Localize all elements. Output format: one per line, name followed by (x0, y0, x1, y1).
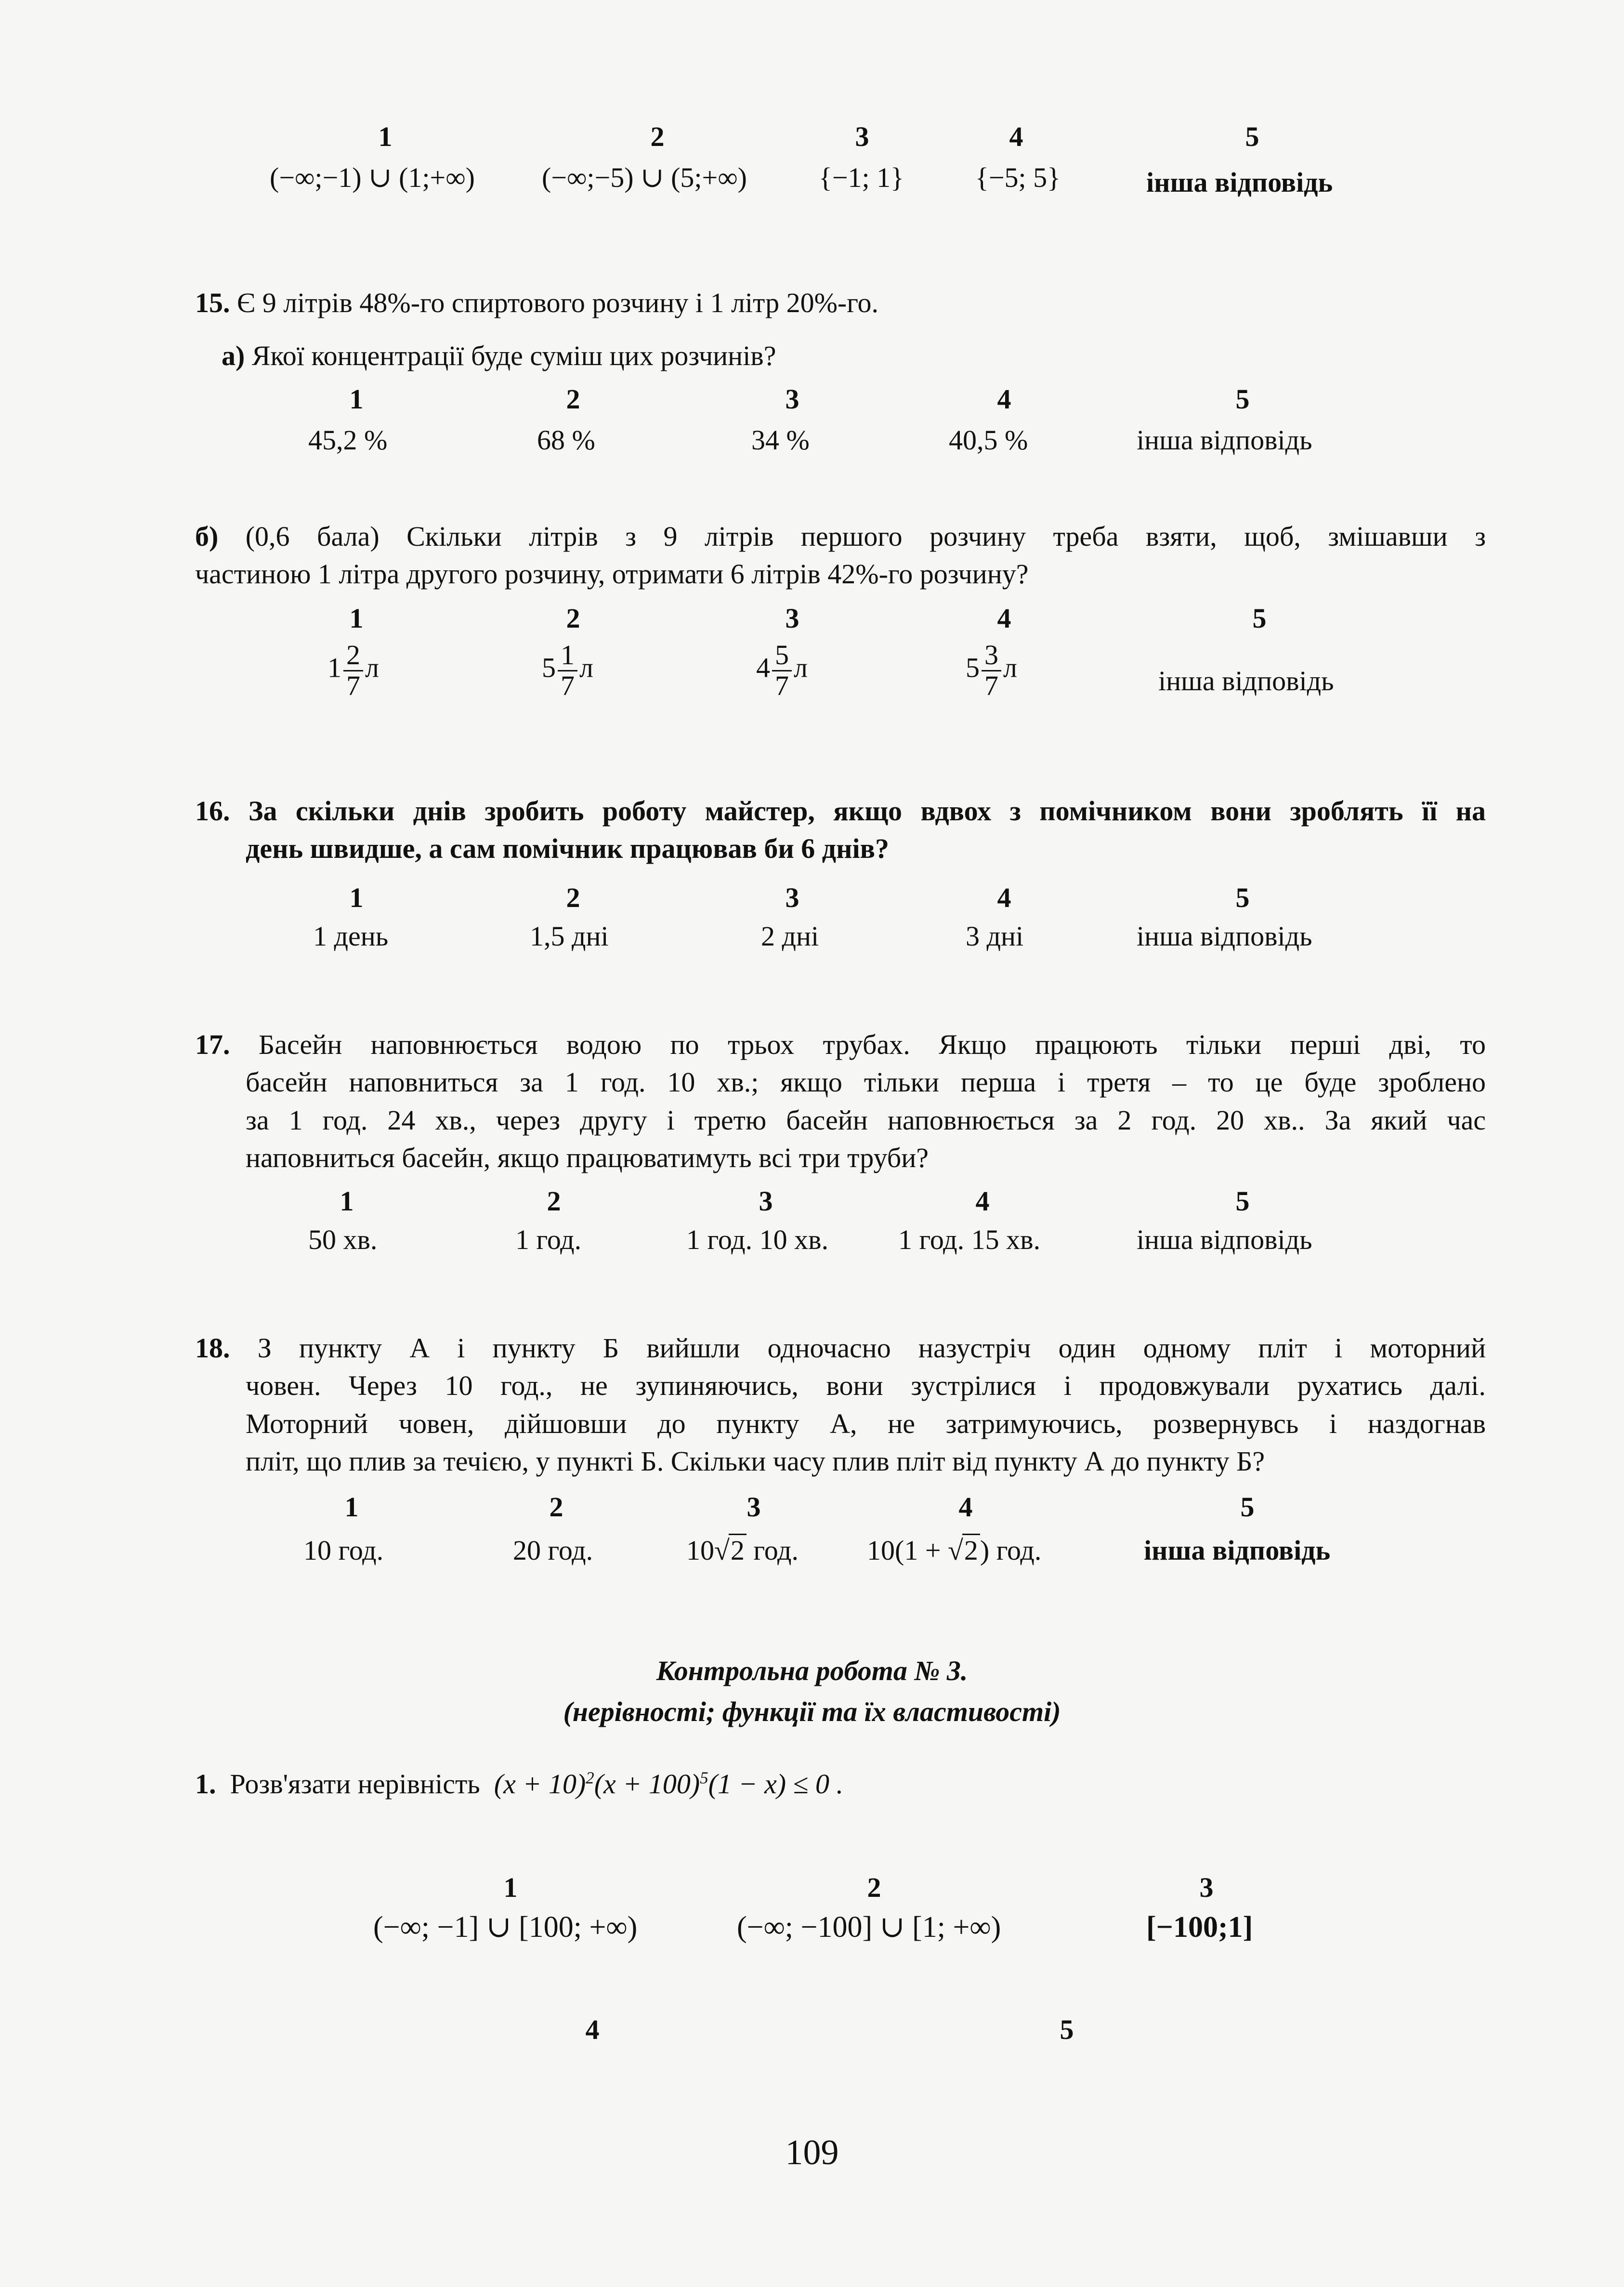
fraction (772, 641, 792, 701)
subquestion-b (195, 518, 1486, 593)
answer-option: 1 день (313, 920, 389, 952)
answer-option-mixed-fraction (327, 641, 379, 701)
answer-number: 5 (1235, 882, 1250, 913)
question-text-line2: басейн наповниться за 1 год. 10 хв.; якщо тільки перша і третя – то це буде зроблено (246, 1066, 1486, 1098)
subquestion-a (222, 337, 776, 375)
answer-number: 5 (1060, 2014, 1074, 2045)
radical-coefficient: 10 (686, 1535, 714, 1566)
formula-factor: (x + 100) (594, 1768, 700, 1800)
question-text-line2: човен. Через 10 год., не зупиняючись, вони зустрілися і продовжували рухатись далі. (246, 1370, 1486, 1402)
radicand: 2 (729, 1534, 747, 1566)
answer-number: 2 (549, 1491, 563, 1523)
answer-number: 3 (1199, 1872, 1214, 1903)
answer-number: 2 (867, 1872, 881, 1903)
question-number: 18. (195, 1332, 230, 1364)
question-statement: Є 9 літрів 48%-го спиртового розчину і 1 літр 20%-го. (237, 287, 879, 318)
question-text-line1: Басейн наповнюється водою по трьох трубах. Якщо працюють тільки перші дві, то (258, 1029, 1486, 1060)
fraction-numerator: 5 (772, 641, 792, 671)
answer-option: 3 дні (966, 920, 1024, 952)
fraction-numerator: 3 (982, 641, 1001, 671)
question-number: 17. (195, 1029, 230, 1060)
subquestion-text-line1: (0,6 бала) Скільки літрів з 9 літрів першого розчину треба взяти, щоб, змішавши з (245, 521, 1486, 552)
fraction-numerator: 2 (343, 641, 363, 671)
formula-exponent: 5 (700, 1768, 708, 1788)
fraction (982, 641, 1001, 701)
answer-number: 2 (566, 603, 580, 634)
fraction-whole: 4 (756, 652, 770, 683)
task-statement: Розв'язати нерівність (230, 1768, 480, 1800)
question-text (195, 1329, 1486, 1480)
inequality-formula (494, 1768, 843, 1800)
question-text-line4: наповниться басейн, якщо працюватимуть всі три труби? (246, 1142, 929, 1173)
answer-option-radical: 10(1 + √2) год. (867, 1535, 1042, 1566)
answer-number: 3 (785, 603, 799, 634)
answer-number: 4 (585, 2014, 600, 2045)
answer-option: 20 год. (513, 1535, 593, 1566)
answer-number: 5 (1240, 1491, 1255, 1523)
fraction (558, 641, 577, 701)
answer-number: 4 (997, 383, 1011, 415)
answer-number: 3 (855, 121, 869, 152)
answer-number: 5 (1245, 121, 1259, 152)
fraction-whole: 5 (542, 652, 556, 683)
answer-number: 2 (547, 1185, 561, 1217)
unit: л (1003, 652, 1017, 683)
answer-option: {−1; 1} (819, 162, 904, 193)
answer-number: 4 (997, 882, 1011, 913)
answer-number: 1 (340, 1185, 354, 1217)
answer-number: 3 (785, 383, 799, 415)
answer-number: 5 (1235, 383, 1250, 415)
answer-option: (−∞;−1) ∪ (1;+∞) (270, 162, 475, 193)
subquestion-text-line2: частиною 1 літра другого розчину, отримати 6 літрів 42%-го розчину? (195, 558, 1029, 590)
task-text (195, 1765, 843, 1803)
unit: год. (753, 1535, 799, 1566)
answer-number: 1 (349, 882, 364, 913)
question-text-line3: за 1 год. 24 хв., через другу і третю басейн наповнюється за 2 год. 20 хв.. За який час (246, 1104, 1486, 1136)
answer-number: 5 (1252, 603, 1267, 634)
question-text-line1: За скільки днів зробить роботу майстер, якщо вдвох з помічником вони зроблять її на (248, 795, 1486, 827)
question-text-line3: Моторний човен, дійшовши до пункту А, не затримуючись, розвернувсь і наздогнав (246, 1407, 1486, 1439)
answer-option: 1,5 дні (530, 920, 609, 952)
answer-option: інша відповідь (1146, 167, 1333, 198)
unit: л (365, 652, 379, 683)
radical-suffix: ) год. (980, 1535, 1042, 1566)
section-title: Контрольна робота № 3. (656, 1655, 968, 1686)
answer-number: 3 (759, 1185, 773, 1217)
answer-number: 4 (997, 603, 1011, 634)
task-number: 1. (195, 1768, 216, 1800)
answer-option: інша відповідь (1158, 665, 1334, 697)
answer-number: 2 (650, 121, 665, 152)
answer-option: інша відповідь (1137, 424, 1312, 456)
radical-prefix: 10(1 + (867, 1535, 948, 1566)
answer-option: {−5; 5} (975, 162, 1061, 193)
question-text-line2: день швидше, а сам помічник працював би 6 днів? (246, 833, 889, 865)
answer-number: 5 (1235, 1185, 1250, 1217)
answer-option-radical: 10√2 год. (686, 1535, 799, 1566)
answer-number: 3 (785, 882, 799, 913)
answer-option: 1 год. 15 хв. (898, 1224, 1041, 1255)
answer-option: [−100;1] (1146, 1911, 1253, 1944)
question-text (195, 792, 1486, 868)
answer-option: 50 хв. (308, 1224, 378, 1255)
answer-option-mixed-fraction (966, 641, 1017, 701)
answer-option: (−∞; −1] ∪ [100; +∞) (373, 1911, 638, 1944)
subquestion-text: Якої концентрації буде суміш цих розчинів? (251, 340, 776, 371)
answer-option: 45,2 % (308, 424, 388, 456)
answer-number: 1 (349, 383, 364, 415)
answer-option: 40,5 % (949, 424, 1028, 456)
fraction-denominator: 7 (561, 670, 575, 701)
fraction-denominator: 7 (775, 670, 789, 701)
radicand: 2 (962, 1534, 980, 1566)
fraction-whole: 1 (327, 652, 341, 683)
answer-number: 1 (503, 1872, 518, 1903)
answer-option: 1 год. 10 хв. (686, 1224, 829, 1255)
answer-number: 1 (344, 1491, 359, 1523)
answer-option: інша відповідь (1137, 1224, 1312, 1255)
question-number: 16. (195, 795, 230, 827)
unit: л (794, 652, 808, 683)
answer-option: 68 % (537, 424, 595, 456)
answer-option: 1 год. (515, 1224, 582, 1255)
answer-option: інша відповідь (1144, 1535, 1331, 1566)
question-text (195, 1026, 1486, 1177)
fraction (343, 641, 363, 701)
formula-exponent: 2 (586, 1768, 594, 1788)
answer-number: 1 (349, 603, 364, 634)
question-text-line1: З пункту А і пункту Б вийшли одночасно назустріч один одному пліт і моторний (257, 1332, 1486, 1364)
answer-option-mixed-fraction (542, 641, 593, 701)
answer-option: 10 год. (303, 1535, 384, 1566)
answer-number: 4 (958, 1491, 973, 1523)
fraction-denominator: 7 (984, 670, 998, 701)
answer-option: (−∞;−5) ∪ (5;+∞) (542, 162, 747, 193)
fraction-whole: 5 (966, 652, 980, 683)
fraction-denominator: 7 (346, 670, 360, 701)
answer-option: інша відповідь (1137, 920, 1312, 952)
formula-factor: (x + 10) (494, 1768, 586, 1800)
section-subtitle: (нерівності; функції та їх властивості) (563, 1696, 1061, 1727)
question-number: 15. (195, 287, 230, 318)
answer-option-mixed-fraction (756, 641, 808, 701)
answer-number: 4 (975, 1185, 990, 1217)
fraction-numerator: 1 (558, 641, 577, 671)
question-text (195, 284, 878, 322)
answer-number: 3 (747, 1491, 761, 1523)
answer-number: 2 (566, 383, 580, 415)
answer-option: (−∞; −100] ∪ [1; +∞) (737, 1911, 1001, 1944)
question-text-line4: пліт, що плив за течією, у пункті Б. Скільки часу плив пліт від пункту А до пункту Б? (246, 1445, 1265, 1477)
answer-option: 34 % (751, 424, 810, 456)
subquestion-label: а) (222, 340, 245, 371)
subquestion-label: б) (195, 521, 219, 552)
answer-number: 1 (378, 121, 393, 152)
unit: л (579, 652, 593, 683)
answer-number: 4 (1009, 121, 1023, 152)
page-number: 109 (785, 2133, 839, 2172)
answer-number: 2 (566, 882, 580, 913)
answer-option: 2 дні (761, 920, 819, 952)
formula-factor: (1 − x) ≤ 0 . (708, 1768, 843, 1800)
